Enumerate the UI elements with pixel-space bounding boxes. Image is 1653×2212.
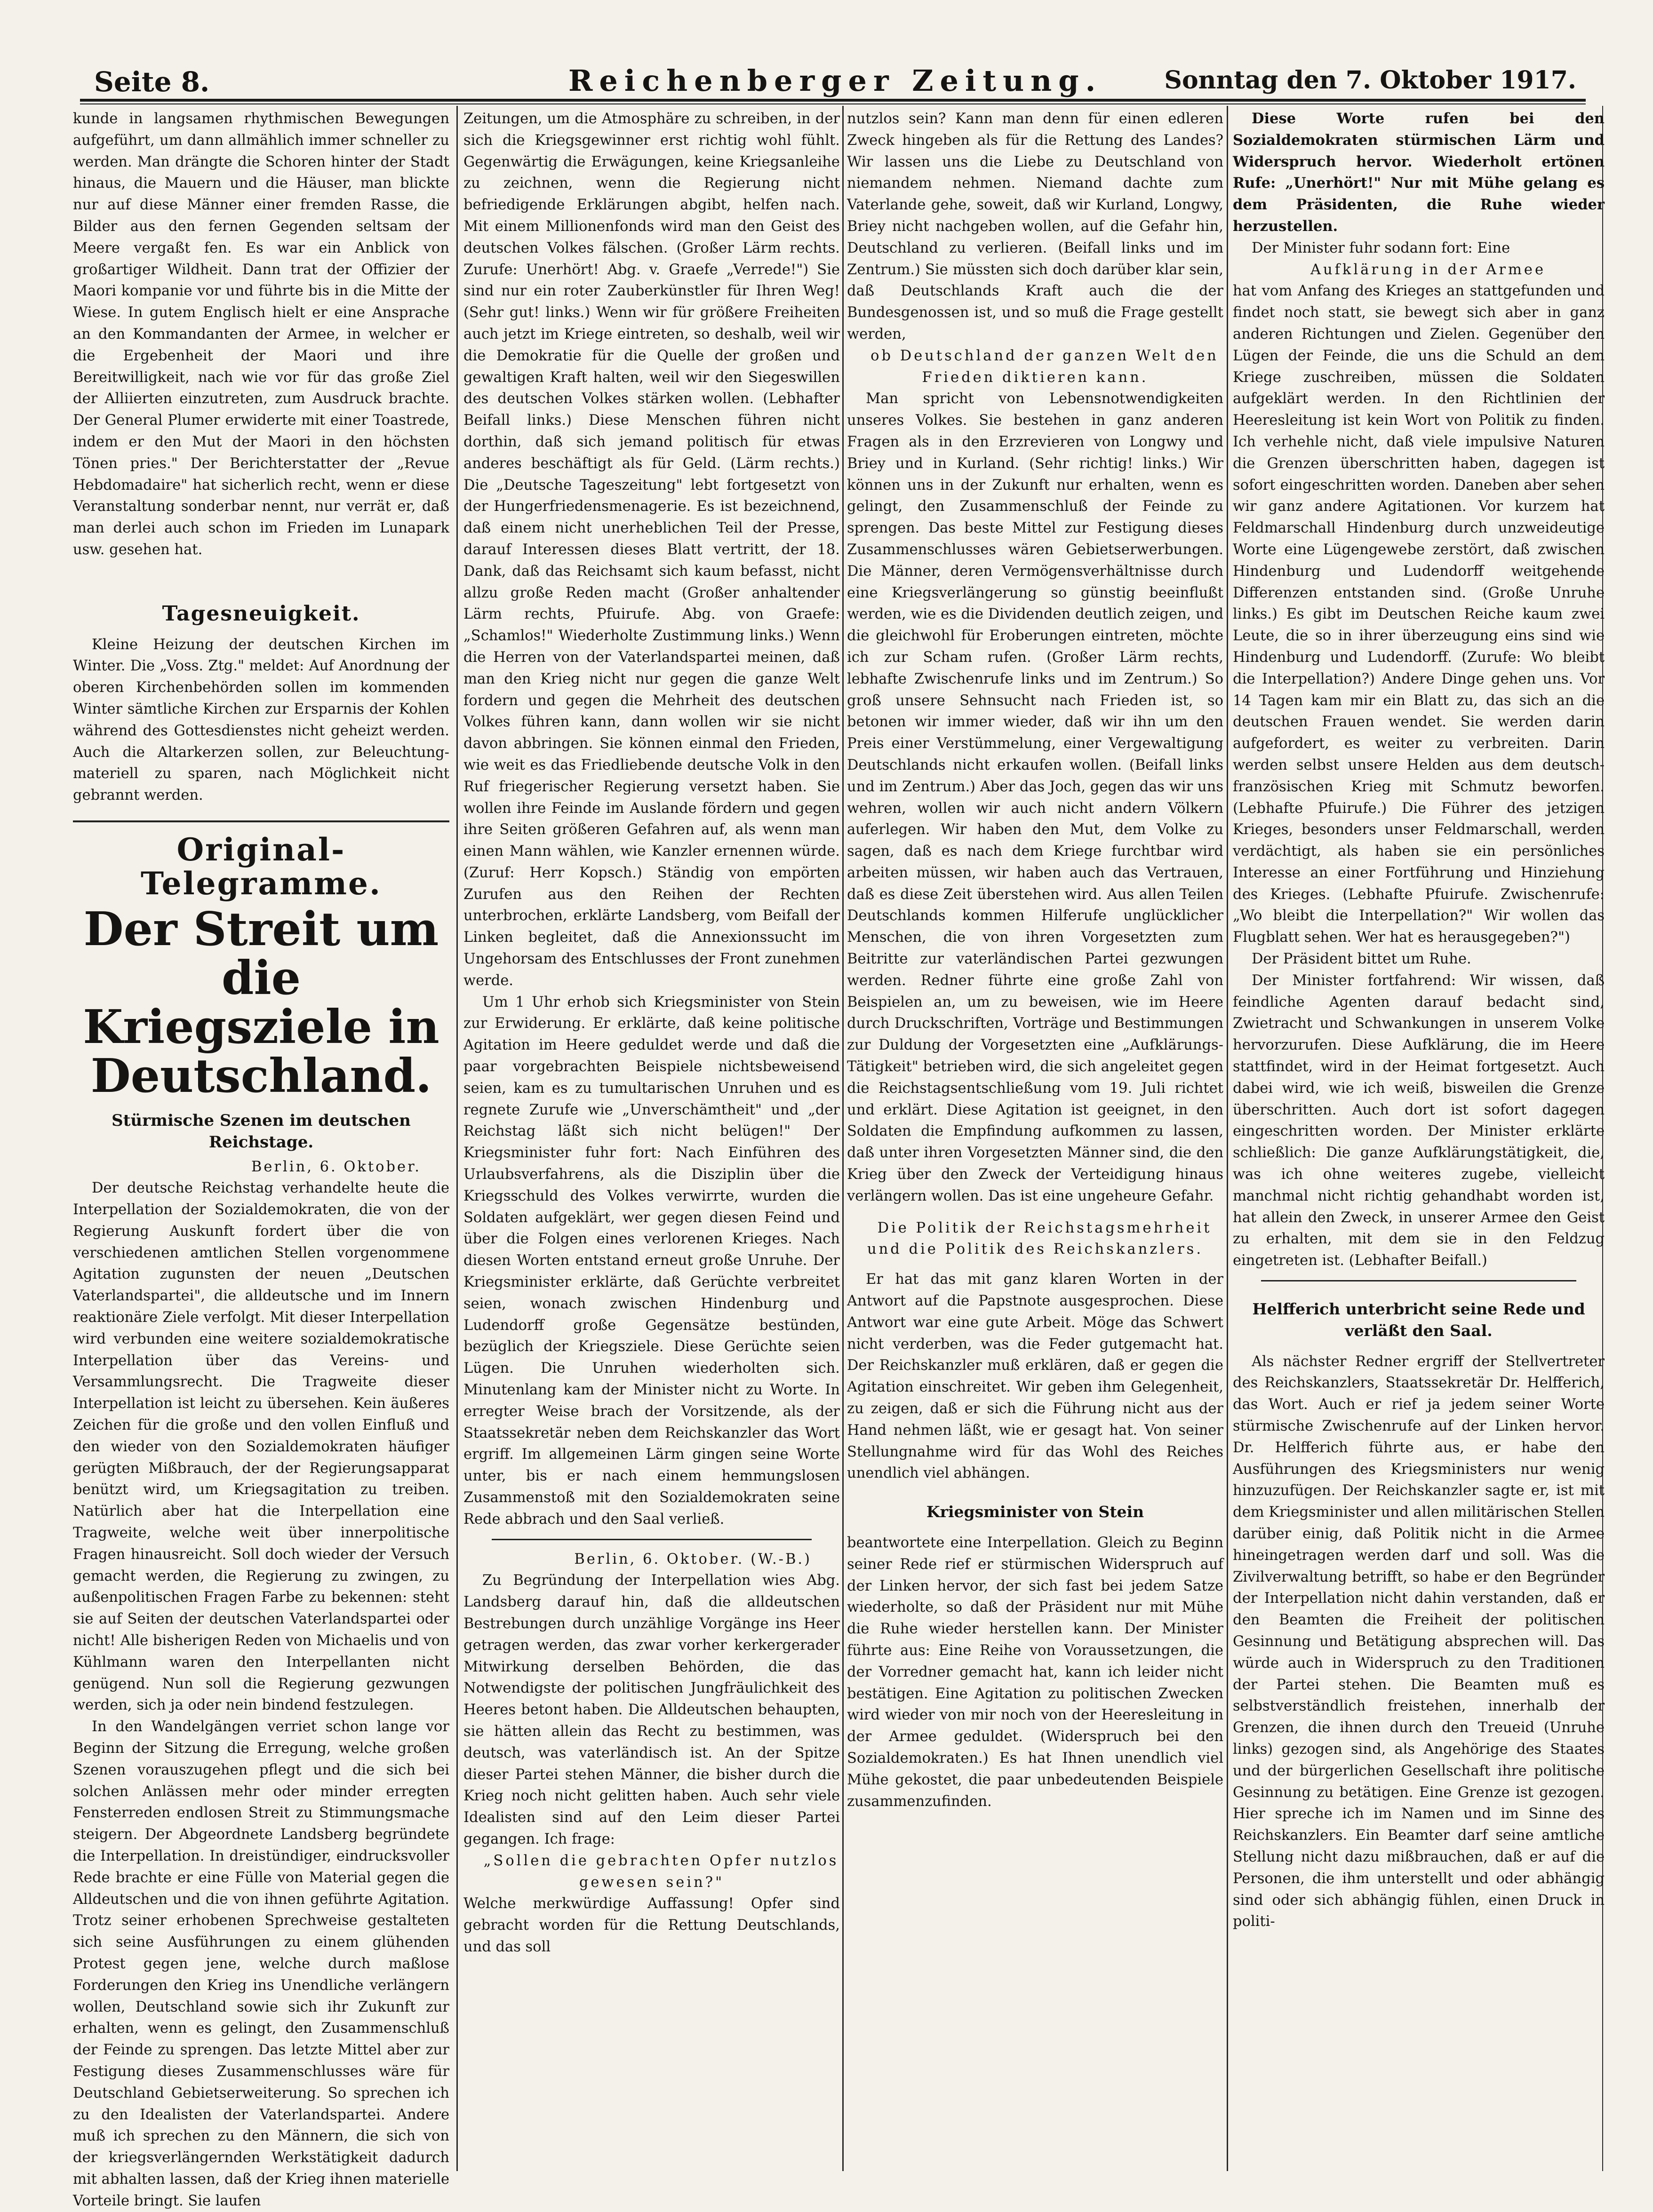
masthead [94, 59, 1576, 101]
article-paragraph: Zeitungen, um die Atmosphäre zu schreiben, in der sich die Kriegsgewinner erst richtig wohl fühlt. Gegenwärtig die Erwägungen, keine Kriegsanleihe zu zeichnen, wenn die Regierung nicht befriedigende Erklärungen abgibt, helfen nach. Mit einem Millionenfonds wird man den Geist des deutschen Volkes fälschen. (Großer Lärm rechts. Zurufe: Unerhört! Abg. v. Graefe „Verrede!") Sie sind nur ein roter Zauberkünstler für Ihren Weg! (Sehr gut! links.) Wenn wir für größere Freiheiten auch jetzt im Kriege eintreten, so deshalb, weil wir die Demokratie für die Quelle der großen und gewaltigen Kraft halten, weil wir den Siegeswillen des deutschen Volkes stärken wollen. (Lebhafter Beifall links.) Diese Menschen führen nicht dorthin, daß sich jemand politisch für etwas anderes beschäftigt als für Geld. (Lärm rechts.) Die „Deutsche Tageszeitung" lebt fortgesetzt von der Hungerfriedensmenagerie. Es ist bezeichnend, daß einem nicht unerheblichen Teil der Presse, darauf Interessen dieses Blatt vertritt, der 18. Dank, daß das Reichsamt sich kaum befasst, nicht allzu große Reden macht (Großer anhaltender Lärm rechts, Pfuirufe. Abg. von Graefe: „Schamlos!" Wiederholte Zustimmung links.) Wenn die Herren von der Vaterlandspartei meinen, daß man den Krieg nicht nur gegen die ganze Welt fordern und gegen die Mehrheit des deutschen Volkes führen kann, dann wollen wir sie nicht davon abbringen. Sie können einmal den Frieden, wie weit es das Friedliebende deutsche Volk in den Ruf friegerischer Regierung versetzt haben. Sie wollen ihre Feinde im Auslande fördern und gegen ihre Seiten größeren Gefahren auf, als wenn man einen Mann wählen, wie Kanzler ernennen würde. (Zuruf: Herr Kopsch.) Ständig von empörten Zurufen aus den Reihen der Rechten unterbrochen, erklärte Landsberg, vom Beifall der Linken begleitet, daß die Annexionssucht im Ungehorsam des Entschlusses der Front zunehmen werde. [463, 111, 840, 989]
page-number: Seite 8. [94, 66, 210, 98]
article-paragraph: Man spricht von Lebensnotwendigkeiten unseres Volkes. Sie bestehen in ganz anderen Fragen als in den Erzrevieren von Longwy und Briey und in Kurland. (Sehr richtig! links.) Wir können uns in der Zukunft nur erhalten, wenn es gelingt, den Zusammenschluß der Feinde zu sprengen. Das beste Mittel zur Festigung dieses Zusammenschlusses wären Gebietserwerbungen. Die Männer, deren Vermögensverhältnisse durch eine Kriegsverlängerung so günstig beeinflußt werden, wie es die Dividenden deutlich zeigen, und die gleichwohl für Eroberungen eintreten, möchte ich zur Scham rufen. (Großer Lärm rechts, lebhafte Zwischenrufe links und im Zentrum.) So groß unsere Sehnsucht nach Frieden ist, so betonen wir immer wieder, daß wir ihn um den Preis einer Verstümmelung, einer Vergewaltigung Deutschlands nicht erkaufen wollen. (Beifall links und im Zentrum.) Aber das Joch, gegen das wir uns wehren, wollen wir auch nicht andern Völkern auferlegen. Wir haben den Mut, dem Volke zu sagen, daß es nach dem Kriege furchtbar wird arbeiten müssen, wir haben auch das Vertrauen, daß es diese Zeit überstehen wird. Aus allen Teilen Deutschlands kommen Hilferufe unglücklicher Menschen, die von ihren Vorgesetzten zum Beitritte zur vaterländischen Partei gezwungen werden. Redner führte eine große Zahl von Beispielen an, um zu beweisen, wie im Heere durch Druckschriften, Vorträge und Bestimmungen zur Duldung der Vorgesetzten eine „Aufklärungs-Tätigkeit" betrieben wird, die sich angeleitet gegen die Reichstagsentschließung vom 19. Juli richtet und erklärt. Diese Agitation ist geeignet, in den Soldaten die Empfindung aufkommen zu lassen, daß unter ihren Vorgesetzten Männer sind, die den Krieg über den Zweck der Verteidigung hinaus verlängern wollen. Das ist eine ungeheure Gefahr. [847, 390, 1223, 1204]
telegram-heading: Original-Telegramme. [141, 831, 382, 902]
section-heading: Die Politik der Reichstagsmehrheit und die Politik des Reichskanzlers. [867, 1219, 1212, 1258]
article-paragraph: Der Minister fuhr sodann fort: Eine [1252, 239, 1510, 256]
article-paragraph: Der deutsche Reichstag verhandelte heute die Interpellation der Sozialdemokraten, die von der Regierung Auskunft fordert über die von verschiedenen amtlichen Stellen vorgenommene Agitation zugunsten der neuen „Deutschen Vaterlandspartei", die alldeutsche und im Innern reaktionäre Ziele verfolgt. Mit dieser Interpellation wird verbunden eine weitere sozialdemokratische Interpellation über das Vereins- und Versammlungsrecht. Die Tragweite dieser Interpellation ist leicht zu übersehen. Kein äußeres Zeichen für die große und den vollen Einfluß und den wieder von den Sozialdemokraten häufiger gerügten Mißbrauch, der der Regierungsapparat benützt wird, um Kriegsagitation zu treiben. Natürlich aber hat die Interpellation eine Tragweite, welche weit über innerpolitische Fragen hinausreicht. Soll doch wieder der Versuch gemacht werden, die Regierung zu zwingen, zu außenpolitischen Fragen Farbe zu bekennen: steht sie auf Seiten der deutschen Vaterlandspartei oder nicht! Alle bisherigen Reden von Michaelis und von Kühlmann waren den Interpellanten nicht genügend. Nun soll die Regierung gezwungen werden, sich ja oder nein bindend festzulegen. [73, 1180, 449, 1714]
section-rule [492, 1539, 812, 1540]
section-rule [73, 820, 449, 822]
article-paragraph: Der Präsident bittet um Ruhe. [1252, 951, 1471, 968]
article-paragraph: Zu Begründung der Interpellation wies Abg. Landsberg darauf hin, daß die alldeutschen Bestrebungen durch unzählige Vorgänge ins Heer getragen werden, das zwar vorher kerkergerader Mitwirkung derselben Behörden, die das Notwendigste der politischen Jungfräulichkeit des Heeres betont haben. Die Alldeutschen behaupten, sie hätten allein das Recht zu bestimmen, was deutsch, was vaterländisch ist. An der Spitze dieser Partei stehen Männer, die bisher durch die Krieg noch nicht gelitten haben. Auch sehr viele Idealisten sind auf den Leim dieser Partei gegangen. Ich frage: [463, 1572, 840, 1847]
article-paragraph: hat vom Anfang des Krieges an stattgefunden und findet noch statt, sie bewegt sich aber in ganz anderen Richtungen und Zielen. Gegenüber den Lügen der Feinde, die uns die Schuld an dem Kriege zuschreiben, müssen die Soldaten aufgeklärt werden. In den Richtlinien der Heeresleitung ist kein Wort von Politik zu finden. Ich verhehle nicht, daß viele impulsive Naturen die Grenzen überschritten haben, dagegen ist sofort eingeschritten worden. Daneben aber sehen wir ganz andere Agitationen. Vor kurzem hat Feldmarschall Hindenburg durch unzweideutige Worte eine Lügengewebe zerstört, daß zwischen Hindenburg und Ludendorff weitgehende Differenzen entstanden sind. (Große Unruhe links.) Es gibt im Deutschen Reiche kaum zwei Leute, die so in ihrer überzeugung eins sind wie Hindenburg und Ludendorff. (Zurufe: Wo bleibt die Interpellation?) Andere Dinge gehen uns. Vor 14 Tagen kam mir ein Blatt zu, das sich an die deutschen Frauen wendet. Sie werden darin aufgefordert, es weiter zu verbreiten. Darin werden selbst unsere Helden aus dem deutsch-französischen Krieg mit Schmutz beworfen. (Lebhafte Pfuirufe.) Die Führer des jetzigen Krieges, besonders unser Feldmarschall, werden verdächtigt, als haben sie ein persönliches Interesse an einer Fortführung und Hinziehung des Krieges. (Lebhafte Pfuirufe. Zwischenrufe: „Wo bleibt die Interpellation?" Wir wollen das Flugblatt sehen. Wer hat es herausgegeben?") [1233, 283, 1605, 946]
article-paragraph: beantwortete eine Interpellation. Gleich zu Beginn seiner Rede rief er stürmischen Widerspruch auf der Linken hervor, der sich fast bei jedem Satze wiederholte, so daß der Präsident nur mit Mühe die Ruhe wieder herstellen kann. Der Minister führte aus: Eine Reihe von Voraussetzungen, die der Vorredner gemacht hat, kann ich leider nicht bestätigen. Eine Agitation zu politischen Zwecken wird wieder von mir noch von der Heeresleitung in der Armee geduldet. (Widerspruch bei den Sozialdemokraten.) Es hat Ihnen unendlich viel Mühe gekostet, die paar unbedeutenden Beispiele zusammenzufinden. [847, 1535, 1223, 1810]
article-paragraph: kunde in langsamen rhythmischen Bewegungen aufgeführt, um dann allmählich immer schneller zu werden. Man drängte die Schoren hinter der Stadt hinaus, die Mauern und die Häuser, man blickte nur auf diese Männer einer fremden Rasse, die Bilder aus den fernen Gegenden seltsam der Meere vergaßt fen. Es war ein Anblick von großartiger Wildheit. Dann trat der Offizier der Maori kompanie vor und führte bis in die Mitte der Wiese. In gutem Englisch hielt er eine Ansprache an den Kommandanten der Armee, in welcher er die Ergebenheit der Maori und ihre Bereitwilligkeit, nach wie vor für das große Ziel der Alliierten einzutreten, zum Ausdruck brachte. Der General Plumer erwiderte mit einer Toastrede, indem er den Mut der Maori in den höchsten Tönen pries." Der Berichterstatter der „Revue Hebdomadaire" hat sicherlich recht, wenn er diese Veranstaltung sonderbar nennt, nur verrät er, daß man derlei auch schon im Frieden im Lunapark usw. gesehen hat. [73, 111, 449, 558]
section-rule [1261, 1280, 1576, 1281]
dateline: Berlin, 6. Oktober. [251, 1158, 421, 1175]
emphasis-line: ob Deutschland der ganzen Welt den Frieden diktieren kann. [870, 347, 1219, 386]
article-paragraph: Er hat das mit ganz klaren Worten in der Antwort auf die Papstnote ausgesprochen. Diese Antwort war eine gute Arbeit. Möge das Schwert nicht verderben, was die Feder gutgemacht hat. Der Reichskanzler muß erklären, daß er gegen die Agitation einschreitet. Wir geben ihm Gelegenheit, zu zeigen, daß er sich die Führung nicht aus der Hand nehmen läßt, wie er gesagt hat. Von seiner Stellungnahme wird für das Wohl des Reiches unendlich viel abhängen. [847, 1271, 1223, 1482]
column-4 [1233, 108, 1605, 2169]
column-3 [847, 108, 1223, 2169]
masthead-rule [80, 99, 1586, 104]
column-divider [842, 106, 844, 2171]
section-heading: Helfferich unterbricht seine Rede und verläßt den Saal. [1252, 1300, 1585, 1340]
news-item: Kleine Heizung der deutschen Kirchen im Winter. Die „Voss. Ztg." meldet: Auf Anordnung der oberen Kirchenbehörden sollen im kommenden Winter sämtliche Kirchen zur Ersparnis der Kohlen während des Gottesdienstes nicht geheizt werden. Auch die Altarkerzen sollen, zur Beleuchtung-materiell zu sparen, nach Möglichkeit nicht gebrannt werden. [73, 636, 449, 804]
emphasis-line: Aufklärung in der Armee [1310, 261, 1546, 278]
article-paragraph: nutzlos sein? Kann man denn für einen edleren Zweck hingeben als für die Rettung des Landes? Wir lassen uns die Liebe zu Deutschland von niemandem nehmen. Niemand dachte zum Vaterlande gehe, soweit, daß wir Kurland, Longwy, Briey nicht nachgeben wollen, auf die Gefahr hin, Deutschland zu verlieren. (Beifall links und im Zentrum.) Sie müssten sich doch darüber klar sein, daß Deutschlands Kraft auch die der Bundesgenossen ist, und so muß die Frage gestellt werden, [847, 111, 1223, 342]
news-heading: Tagesneuigkeit. [162, 601, 360, 626]
section-heading: Kriegsminister von Stein [926, 1503, 1144, 1521]
quote-line: „Sollen die gebrachten Opfer nutzlos gewesen sein?" [483, 1852, 839, 1891]
article-paragraph: Als nächster Redner ergriff der Stellvertreter des Reichskanzlers, Staatssekretär Dr. Helfferich, das Wort. Auch er rief ja jedem seiner Worte stürmische Zwischenrufe auf der Linken hervor. Dr. Helfferich führte aus, er habe den Ausführungen des Kriegsministers nur wenig hinzuzufügen. Der Reichskanzler sagte er, ist mit dem Kriegsminister und allen militärischen Stellen darüber einig, daß Politik nicht in die Armee hineingetragen werden darf und soll. Was die Zivilverwaltung betrifft, so habe er den Begründer der Interpellation nicht dahin verstanden, daß er den Beamten die Freiheit der politischen Gesinnung und Betätigung absprechen will. Das würde auch in Widerspruch zu den Traditionen der Partei stehen. Die Beamten muß es selbstverständlich freistehen, innerhalb der Grenzen, die ihnen durch den Treueid (Unruhe links) gezogen sind, als Angehörige des Staates und der bürgerlichen Gesellschaft ihre politische Gesinnung zu betätigen. Eine Grenze ist gezogen. Hier spreche ich im Namen und im Sinne des Reichskanzlers. Ein Beamter darf seine amtliche Stellung nicht dazu mißbrauchen, daß er auf die Personen, die ihm unterstellt und oder abhängig sind oder sich abhängig fühlen, einen Druck in politi- [1233, 1353, 1605, 1930]
column-1 [73, 108, 449, 2209]
article-paragraph: Welche merkwürdige Auffassung! Opfer sind gebracht worden für die Rettung Deutschlands, und das soll [463, 1895, 840, 1955]
column-divider [456, 106, 458, 2171]
article-paragraph: Der Minister fortfahrend: Wir wissen, daß feindliche Agenten darauf bedacht sind, Zwietracht und Schwankungen in unserem Volke hervorzurufen. Diese Aufklärung, die im Heere stattfindet, wird in der Heimat fortgesetzt. Auch dabei wird, wie ich weiß, bisweilen die Grenze überschritten. Auch dort ist sofort dagegen eingeschritten worden. Der Minister erklärte schließlich: Die ganze Aufklärungstätigkeit, die, was ich ohne weiteres zugebe, vielleicht manchmal nicht richtig gehandhabt worden ist, hat allein den Zweck, in unserer Armee den Geist zu erhalten, mit dem sie in den Feldzug eingetreten ist. (Lebhafter Beifall.) [1233, 972, 1605, 1269]
subheadline: Stürmische Szenen im deutschen Reichstage. [112, 1111, 411, 1152]
article-paragraph: Diese Worte rufen bei den Sozialdemokraten stürmischen Lärm und Widerspruch hervor. Wiederholt ertönen Rufe: „Unerhört!" Nur mit Mühe gelang es dem Präsidenten, die Ruhe wieder herzustellen. [1233, 110, 1605, 235]
article-paragraph: Um 1 Uhr erhob sich Kriegsminister von Stein zur Erwiderung. Er erklärte, daß keine politische Agitation im Heere geduldet werde und daß die paar vorgebrachten Beispiele nichtsbeweisend seien, kam es zu tumultarischen Unruhen und es regnete Zurufe wie „Unverschämtheit" und „der Reichstag läßt sich nicht belügen!" Der Kriegsminister fuhr fort: Nach Einführen des Urlaubsverfahrens, als die Disziplin über die Kriegsschuld des Volkes verwirrte, wurden die Soldaten aufgeklärt, wer gegen diesen Feind und über die Folgen eines verlorenen Krieges. Nach diesen Worten entstand erneut große Unruhe. Der Kriegsminister erklärte, daß Gerüchte verbreitet seien, wonach zwischen Hindenburg und Ludendorff große Gegensätze bestünden, bezüglich der Kriegsziele. Diese Gerüchte seien Lügen. Die Unruhen wiederholten sich. Minutenlang kam der Minister nicht zu Worte. In erregter Weise brach der Vorsitzende, als der Staatssekretär neben dem Reichskanzler das Wort ergriff. Im allgemeinen Lärm gingen seine Worte unter, bis er nach einem hemmungslosen Zusammenstoß mit den Sozialdemokraten seine Rede abbrach und den Saal verließ. [463, 994, 840, 1528]
newspaper-title: Reichenberger Zeitung. [568, 64, 1102, 98]
issue-date: Sonntag den 7. Oktober 1917. [1164, 66, 1576, 95]
dateline: Berlin, 6. Oktober. (W.-B.) [574, 1551, 812, 1567]
column-2 [463, 108, 840, 2169]
main-headline: Der Streit um die Kriegsziele in Deutschland. [83, 902, 439, 1103]
column-divider [1227, 106, 1228, 2171]
article-paragraph: In den Wandelgängen verriet schon lange vor Beginn der Sitzung die Erregung, welche großen Szenen vorauszugehen pflegt und die sich bei solchen Anlässen mehr oder minder erregten Fensterreden endlosen Streit zu Stimmungsmache steigern. Der Abgeordnete Landsberg begründete die Interpellation. In dreistündiger, eindrucksvoller Rede brachte er eine Fülle von Material gegen die Alldeutschen und die von ihnen geführte Agitation. Trotz seiner erhobenen Sprechweise gestalteten sich seine Ausführungen zu einem glühenden Protest gegen jene, welche durch maßlose Forderungen den Krieg ins Unendliche verlängern wollen, Deutschland sowie sich ihr Zukunft zur erhalten, wenn es gelingt, den Zusammenschluß der Feinde zu sprengen. Das letzte Mittel aber zur Festigung dieses Zusammenschlusses wäre für Deutschland Gebietserweiterung. So sprechen ich zu den Idealisten der Vaterlandspartei. Andere muß ich sprechen zu den Männern, die sich von der kriegsverlängernden Werkstätigkeit dadurch mit abhalten lassen, daß der Krieg ihnen materielle Vorteile bringt. Sie laufen [73, 1719, 449, 2209]
